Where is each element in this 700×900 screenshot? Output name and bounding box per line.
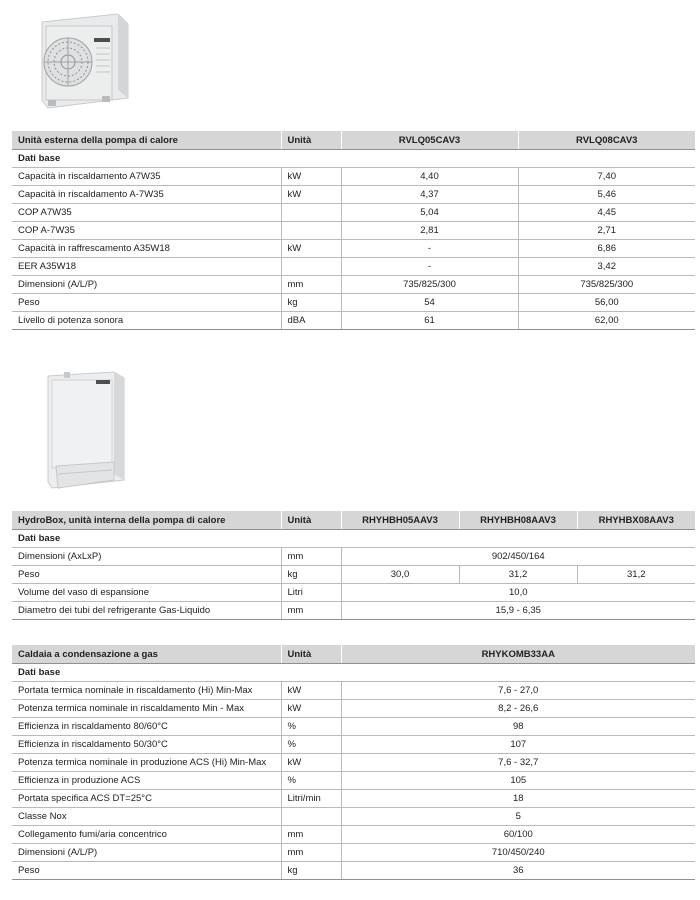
parameter-label: Portata termica nominale in riscaldamento (Hi) Min-Max [12, 682, 281, 700]
unit-cell: kW [281, 186, 341, 204]
table-row [12, 240, 695, 258]
value-cell: 2,71 [518, 222, 695, 240]
parameter-label: Diametro dei tubi del refrigerante Gas-Liquido [12, 602, 281, 620]
value-cell: 54 [341, 294, 518, 312]
table-row [12, 548, 695, 566]
value-cell: 15,9 - 6,35 [341, 602, 695, 620]
parameter-label: Efficienza in produzione ACS [12, 772, 281, 790]
section-label: Dati base [12, 664, 695, 682]
unit-cell: kW [281, 682, 341, 700]
parameter-label: Peso [12, 294, 281, 312]
parameter-label: Dimensioni (A/L/P) [12, 844, 281, 862]
table-row [12, 276, 695, 294]
table-title: HydroBox, unità interna della pompa di calore [12, 511, 281, 530]
unit-cell [281, 222, 341, 240]
value-cell: 7,6 - 27,0 [341, 682, 695, 700]
unit-cell: mm [281, 826, 341, 844]
value-cell: 60/100 [341, 826, 695, 844]
unit-cell: kW [281, 168, 341, 186]
section-label: Dati base [12, 150, 695, 168]
unit-cell: mm [281, 844, 341, 862]
parameter-label: Capacità in riscaldamento A7W35 [12, 168, 281, 186]
parameter-label: Dimensioni (A/L/P) [12, 276, 281, 294]
parameter-label: Livello di potenza sonora [12, 312, 281, 330]
value-cell: 36 [341, 862, 695, 880]
hydrobox-image [44, 370, 134, 500]
parameter-label: Potenza termica nominale in produzione ACS (Hi) Min-Max [12, 754, 281, 772]
unit-cell: kW [281, 754, 341, 772]
outdoor-unit-image [36, 10, 136, 110]
unit-cell: mm [281, 548, 341, 566]
table-row [12, 222, 695, 240]
unit-cell: kg [281, 862, 341, 880]
unit-cell: % [281, 736, 341, 754]
table-row [12, 584, 695, 602]
model-column-header: RHYHBH05AAV3 [341, 511, 459, 530]
value-cell: 4,40 [341, 168, 518, 186]
parameter-label: Collegamento fumi/aria concentrico [12, 826, 281, 844]
table-row [12, 312, 695, 330]
parameter-label: COP A7W35 [12, 204, 281, 222]
table-row [12, 682, 695, 700]
parameter-label: COP A-7W35 [12, 222, 281, 240]
table-row [12, 772, 695, 790]
model-column-header: RVLQ08CAV3 [518, 131, 695, 150]
table-row [12, 736, 695, 754]
table-header-row [12, 645, 695, 664]
table-header-row [12, 131, 695, 150]
value-cell: 18 [341, 790, 695, 808]
table-row [12, 754, 695, 772]
value-cell: 5,04 [341, 204, 518, 222]
model-column-header: RVLQ05CAV3 [341, 131, 518, 150]
value-cell: 4,37 [341, 186, 518, 204]
parameter-label: Classe Nox [12, 808, 281, 826]
value-cell: 107 [341, 736, 695, 754]
table-row [12, 186, 695, 204]
parameter-label: Volume del vaso di espansione [12, 584, 281, 602]
value-cell: - [341, 240, 518, 258]
section-row [12, 150, 695, 168]
unit-cell [281, 808, 341, 826]
table-row [12, 566, 695, 584]
value-cell: 5 [341, 808, 695, 826]
unit-cell: dBA [281, 312, 341, 330]
value-cell: 735/825/300 [341, 276, 518, 294]
table-title: Caldaia a condensazione a gas [12, 645, 281, 664]
value-cell: 10,0 [341, 584, 695, 602]
table-row [12, 790, 695, 808]
table-row [12, 602, 695, 620]
boiler-table [12, 645, 695, 880]
value-cell: 7,40 [518, 168, 695, 186]
unit-cell: Litri [281, 584, 341, 602]
unit-cell [281, 258, 341, 276]
unit-column-header: Unità [281, 645, 341, 664]
value-cell: 105 [341, 772, 695, 790]
section-row [12, 530, 695, 548]
parameter-label: Peso [12, 862, 281, 880]
value-cell: 98 [341, 718, 695, 736]
unit-cell: kg [281, 294, 341, 312]
value-cell: 31,2 [459, 566, 577, 584]
unit-cell: mm [281, 602, 341, 620]
parameter-label: Capacità in riscaldamento A-7W35 [12, 186, 281, 204]
section-row [12, 664, 695, 682]
table-title: Unità esterna della pompa di calore [12, 131, 281, 150]
value-cell: 7,6 - 32,7 [341, 754, 695, 772]
value-cell: 8,2 - 26,6 [341, 700, 695, 718]
unit-cell: kW [281, 240, 341, 258]
value-cell: 6,86 [518, 240, 695, 258]
table-row [12, 204, 695, 222]
value-cell: 3,42 [518, 258, 695, 276]
table-header-row [12, 511, 695, 530]
value-cell: 4,45 [518, 204, 695, 222]
section-label: Dati base [12, 530, 695, 548]
unit-cell: % [281, 772, 341, 790]
table-row [12, 718, 695, 736]
model-column-header: RHYHBH08AAV3 [459, 511, 577, 530]
value-cell: 2,81 [341, 222, 518, 240]
parameter-label: Efficienza in riscaldamento 50/30°C [12, 736, 281, 754]
table-row [12, 862, 695, 880]
unit-cell: kg [281, 566, 341, 584]
table-row [12, 844, 695, 862]
unit-cell: mm [281, 276, 341, 294]
parameter-label: Potenza termica nominale in riscaldamento Min - Max [12, 700, 281, 718]
unit-cell: % [281, 718, 341, 736]
value-cell: 56,00 [518, 294, 695, 312]
parameter-label: Efficienza in riscaldamento 80/60°C [12, 718, 281, 736]
unit-cell: kW [281, 700, 341, 718]
value-cell: 30,0 [341, 566, 459, 584]
model-column-header: RHYHBX08AAV3 [577, 511, 695, 530]
outdoor-unit-table [12, 131, 695, 330]
table-row [12, 808, 695, 826]
model-column-header: RHYKOMB33AA [341, 645, 695, 664]
parameter-label: Peso [12, 566, 281, 584]
parameter-label: EER A35W18 [12, 258, 281, 276]
value-cell: 902/450/164 [341, 548, 695, 566]
table-row [12, 700, 695, 718]
table-row [12, 294, 695, 312]
value-cell: 5,46 [518, 186, 695, 204]
value-cell: 61 [341, 312, 518, 330]
unit-cell [281, 204, 341, 222]
table-row [12, 258, 695, 276]
value-cell: 31,2 [577, 566, 695, 584]
table-row [12, 826, 695, 844]
parameter-label: Capacità in raffrescamento A35W18 [12, 240, 281, 258]
hydrobox-table [12, 511, 695, 620]
unit-column-header: Unità [281, 131, 341, 150]
value-cell: - [341, 258, 518, 276]
parameter-label: Portata specifica ACS DT=25°C [12, 790, 281, 808]
table-row [12, 168, 695, 186]
unit-column-header: Unità [281, 511, 341, 530]
value-cell: 62,00 [518, 312, 695, 330]
value-cell: 710/450/240 [341, 844, 695, 862]
parameter-label: Dimensioni (AxLxP) [12, 548, 281, 566]
value-cell: 735/825/300 [518, 276, 695, 294]
unit-cell: Litri/min [281, 790, 341, 808]
